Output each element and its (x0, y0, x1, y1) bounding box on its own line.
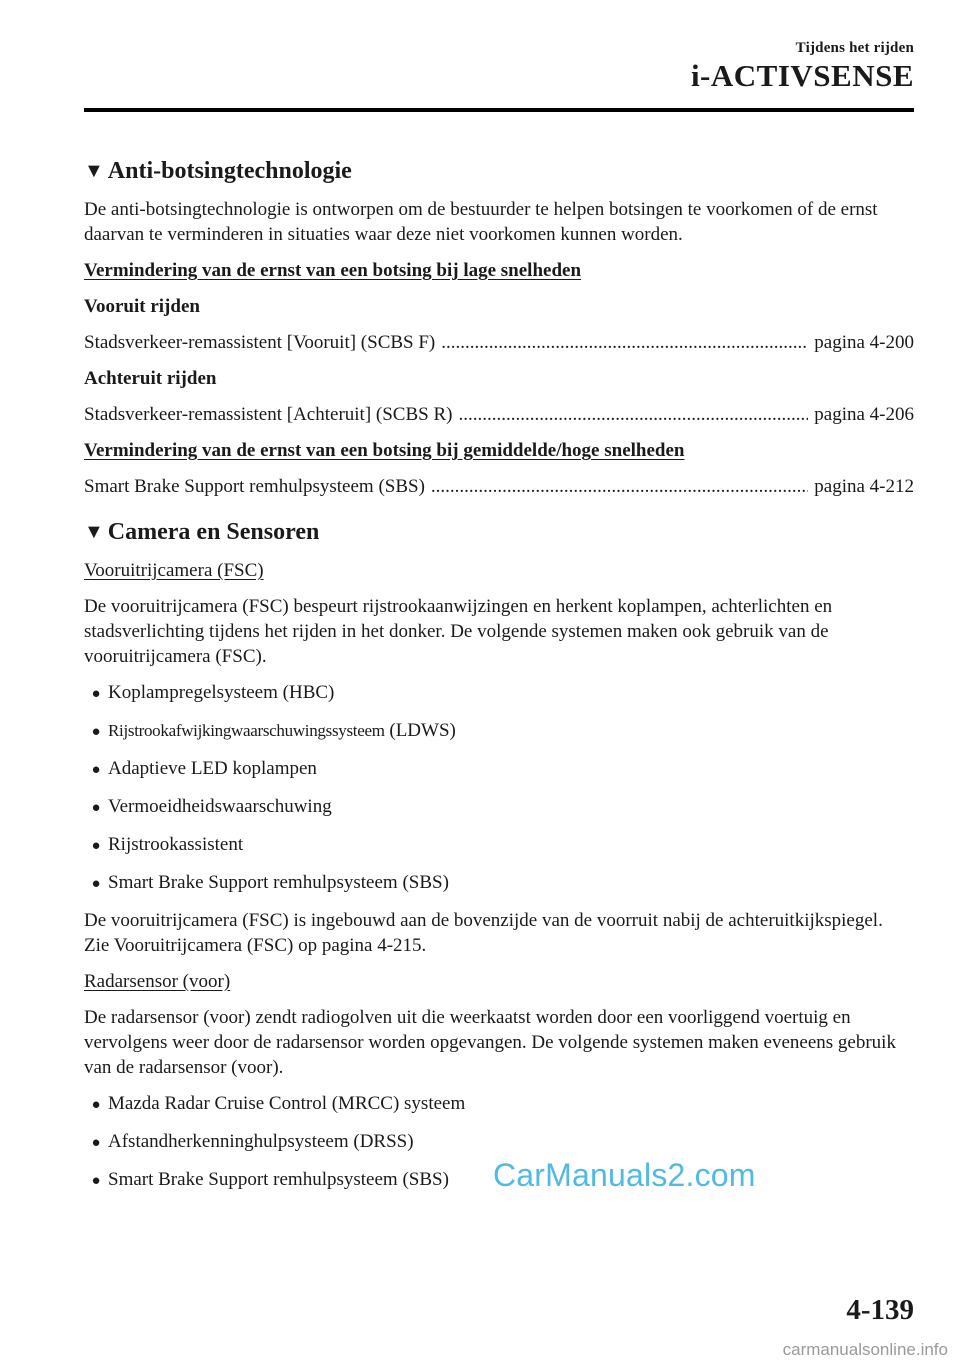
page-content (84, 148, 914, 1205)
running-header-chapter: i-ACTIVSENSE (690, 58, 914, 93)
bullet-icon: ● (91, 762, 101, 778)
scbs-f-reference[interactable] (84, 330, 914, 355)
fsc-location: De vooruitrijcamera (FSC) is ingebouwd aan de bovenzijde van de voorruit nabij de achteruitkijkspiegel. (84, 910, 883, 931)
radar-subheading: Radarsensor (voor) (84, 971, 231, 992)
list-item: ● Rijstrookassistent (84, 832, 914, 859)
ref-label: Stadsverkeer-remassistent [Achteruit] (SCBS R) (84, 404, 453, 425)
list-item: ● Afstandherkenninghulpsysteem (DRSS) (84, 1129, 914, 1156)
bullet-icon: ● (91, 1135, 101, 1151)
reverse-driving-heading: Achteruit rijden (84, 368, 217, 389)
header-rule (84, 108, 914, 112)
bullet-icon: ● (91, 1173, 101, 1189)
bullet-icon: ● (91, 1097, 101, 1113)
fsc-intro: De vooruitrijcamera (FSC) bespeurt rijstrookaanwijzingen en herkent koplampen, achterlichten en stadsverlichting tijdens het rijden in het donker. De volgende systemen maken ook gebruik van de vooruitrijcamera (FSC). (84, 596, 833, 667)
list-item: ● Adaptieve LED koplampen (84, 756, 914, 783)
anti-collision-intro: De anti-botsingtechnologie is ontworpen om de bestuurder te helpen botsingen te voorkomen of de ernst daarvan te verminderen in situaties waar deze niet voorkomen kunnen worden. (84, 199, 878, 245)
fsc-system-list (84, 680, 914, 897)
leader-dots (441, 330, 808, 355)
fsc-see-reference[interactable]: Zie Vooruitrijcamera (FSC) op pagina 4-215. (84, 935, 427, 956)
list-item: ● Mazda Radar Cruise Control (MRCC) systeem (84, 1091, 914, 1118)
list-item: ● Koplampregelsysteem (HBC) (84, 680, 914, 707)
bullet-icon: ● (91, 686, 101, 702)
triangle-down-icon: ▼ (84, 160, 104, 182)
ref-label: Smart Brake Support remhulpsysteem (SBS) (84, 476, 425, 497)
list-item: ● Rijstrookafwijkingwaarschuwingssysteem (LDWS) (84, 718, 914, 745)
watermark-logo: CarManuals2.com (493, 1157, 756, 1193)
footer-watermark: carmanualsonline.info (782, 1340, 948, 1359)
leader-dots (431, 474, 808, 499)
list-item: ● Smart Brake Support remhulpsysteem (SBS) (84, 870, 914, 897)
bullet-icon: ● (91, 838, 101, 854)
ref-page: pagina 4-206 (814, 404, 914, 425)
fsc-subheading: Vooruitrijcamera (FSC) (84, 560, 264, 581)
bullet-icon: ● (91, 800, 101, 816)
list-item: ● Vermoeidheidswaarschuwing (84, 794, 914, 821)
forward-driving-heading: Vooruit rijden (84, 296, 200, 317)
running-header-section: Tijdens het rijden (795, 40, 914, 56)
low-speed-subheading: Vermindering van de ernst van een botsing bij lage snelheden (84, 260, 582, 281)
triangle-down-icon: ▼ (84, 521, 104, 543)
scbs-r-reference[interactable] (84, 402, 914, 427)
radar-intro: De radarsensor (voor) zendt radiogolven uit die weerkaatst worden door een voorliggend voertuig en vervolgens weer door de radarsensor worden opgevangen. De volgende systemen maken eveneens gebruik van de radarsensor (voor). (84, 1007, 896, 1078)
bullet-icon: ● (91, 724, 101, 740)
ref-label: Stadsverkeer-remassistent [Vooruit] (SCBS F) (84, 332, 436, 353)
list-item: ● Smart Brake Support remhulpsysteem (SBS) (84, 1167, 914, 1194)
section-heading-text: Anti-botsingtechnologie (107, 158, 352, 184)
section-heading-anti-collision (84, 158, 914, 185)
ref-page: pagina 4-200 (814, 332, 914, 353)
sbs-reference[interactable] (84, 474, 914, 499)
leader-dots (458, 402, 808, 427)
mid-high-speed-subheading: Vermindering van de ernst van een botsing bij gemiddelde/hoge snelheden (84, 440, 685, 461)
ref-page: pagina 4-212 (814, 476, 914, 497)
bullet-icon: ● (91, 876, 101, 892)
page-number: 4-139 (846, 1294, 914, 1326)
section-heading-text: Camera en Sensoren (107, 519, 320, 545)
section-heading-camera-sensors (84, 519, 914, 546)
